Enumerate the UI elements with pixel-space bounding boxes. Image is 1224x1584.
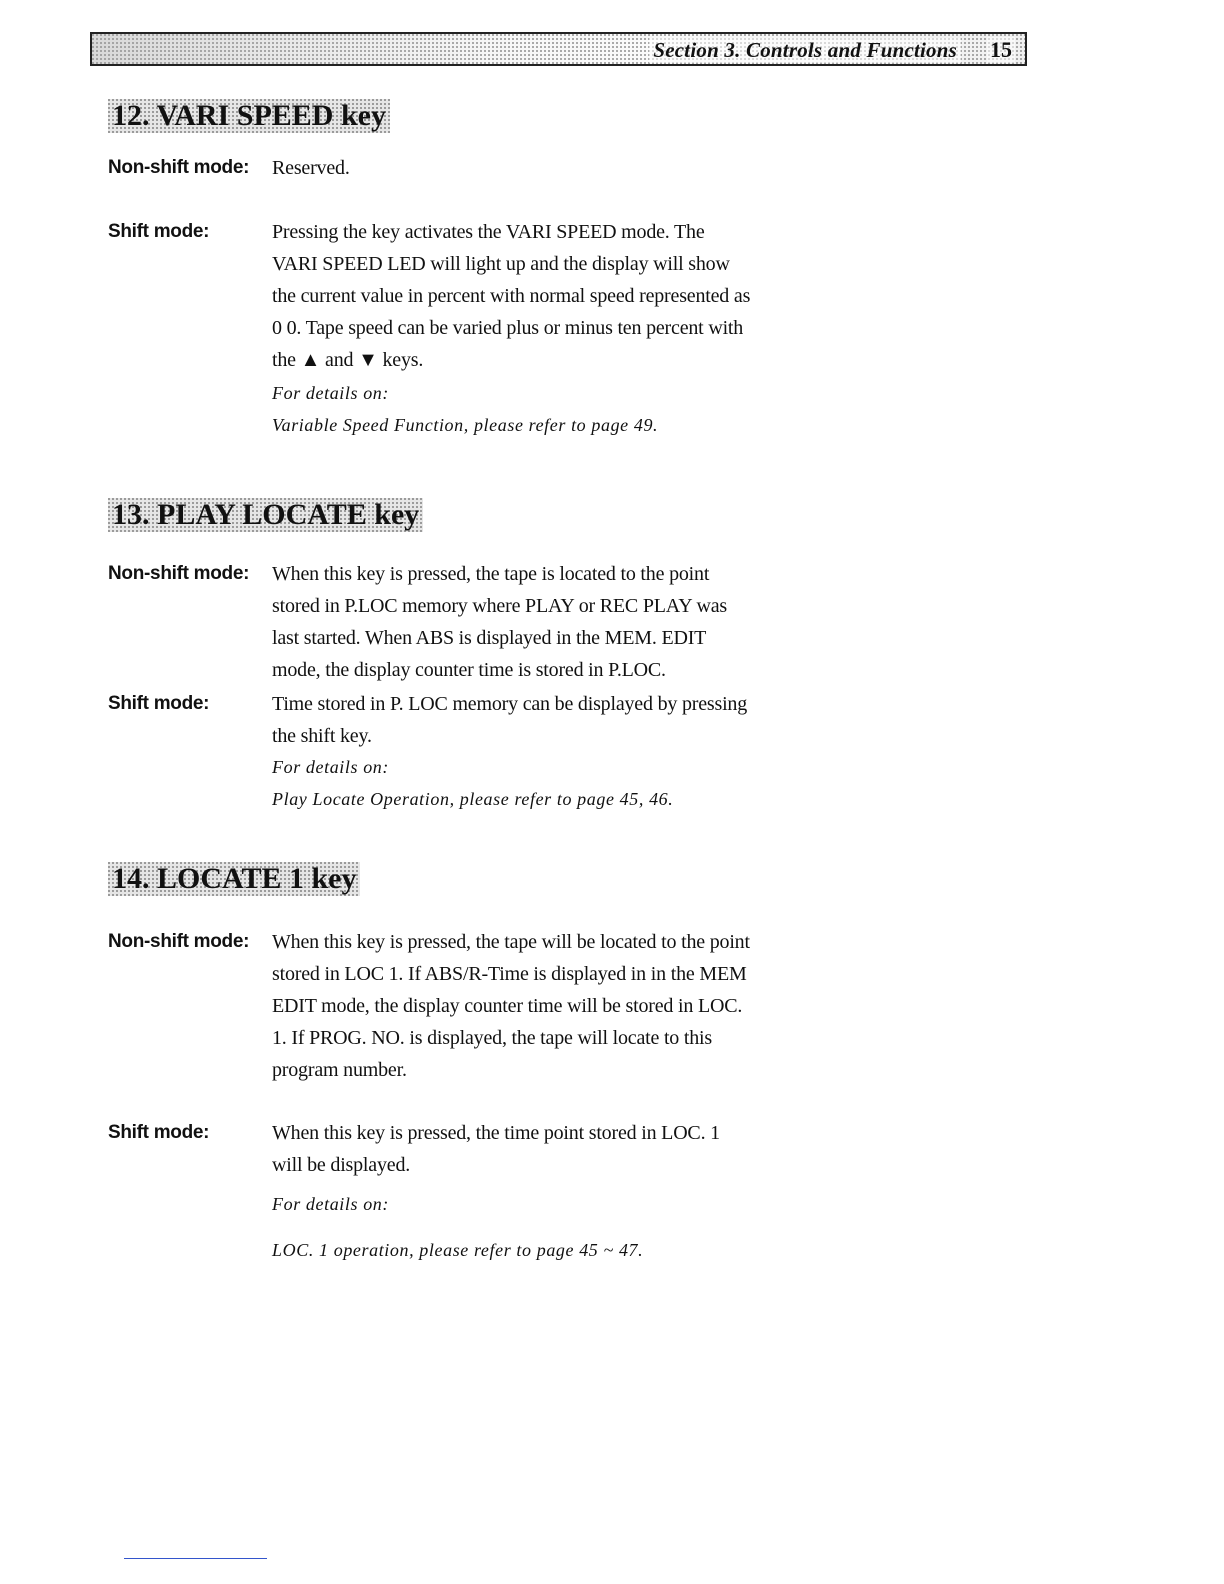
details-label: For details on: xyxy=(272,757,389,777)
details-label: For details on: xyxy=(272,383,389,403)
section-heading: 13. PLAY LOCATE key xyxy=(108,498,423,532)
details-reference: Variable Speed Function, please refer to page 49. xyxy=(272,415,659,435)
details-reference: Play Locate Operation, please refer to page 45, 46. xyxy=(272,789,674,809)
page-number: 15 xyxy=(987,37,1015,63)
section-heading: 12. VARI SPEED key xyxy=(108,99,390,133)
non-shift-mode-text: When this key is pressed, the tape is located to the point stored in P.LOC memory where PLAY or REC PLAY was last started. When ABS is displayed in the MEM. EDIT mode, the display counter time is stored in P.LOC. xyxy=(272,563,728,681)
footer-rule xyxy=(124,1558,267,1559)
shift-mode-label: Shift mode: xyxy=(108,221,210,242)
non-shift-mode-label: Non-shift mode: xyxy=(108,563,250,584)
non-shift-mode-label: Non-shift mode: xyxy=(108,931,250,952)
section-heading: 14. LOCATE 1 key xyxy=(108,862,360,896)
non-shift-mode-text: Reserved. xyxy=(272,157,350,179)
page-header-bar xyxy=(90,32,1027,66)
details-reference: LOC. 1 operation, please refer to page 45 ~ 47. xyxy=(272,1240,644,1260)
shift-mode-label: Shift mode: xyxy=(108,1122,210,1143)
details-label: For details on: xyxy=(272,1194,389,1214)
shift-mode-label: Shift mode: xyxy=(108,693,210,714)
header-title: Section 3. Controls and Functions xyxy=(649,38,961,63)
non-shift-mode-text: When this key is pressed, the tape will be located to the point stored in LOC 1. If ABS/R-Time is displayed in in the MEM EDIT mode, the display counter time will be stored in LOC. 1. If PROG. NO. is displayed, the tape will locate to this program number. xyxy=(272,931,750,1081)
shift-mode-text: Time stored in P. LOC memory can be displayed by pressing the shift key. xyxy=(272,693,748,747)
non-shift-mode-label: Non-shift mode: xyxy=(108,157,250,178)
shift-mode-text: When this key is pressed, the time point stored in LOC. 1 will be displayed. xyxy=(272,1122,720,1176)
shift-mode-text: Pressing the key activates the VARI SPEED mode. The VARI SPEED LED will light up and the display will show the current value in percent with normal speed represented as 0 0. Tape speed can be varied plus or minus ten percent with the ▲ and ▼ keys. xyxy=(272,221,751,371)
